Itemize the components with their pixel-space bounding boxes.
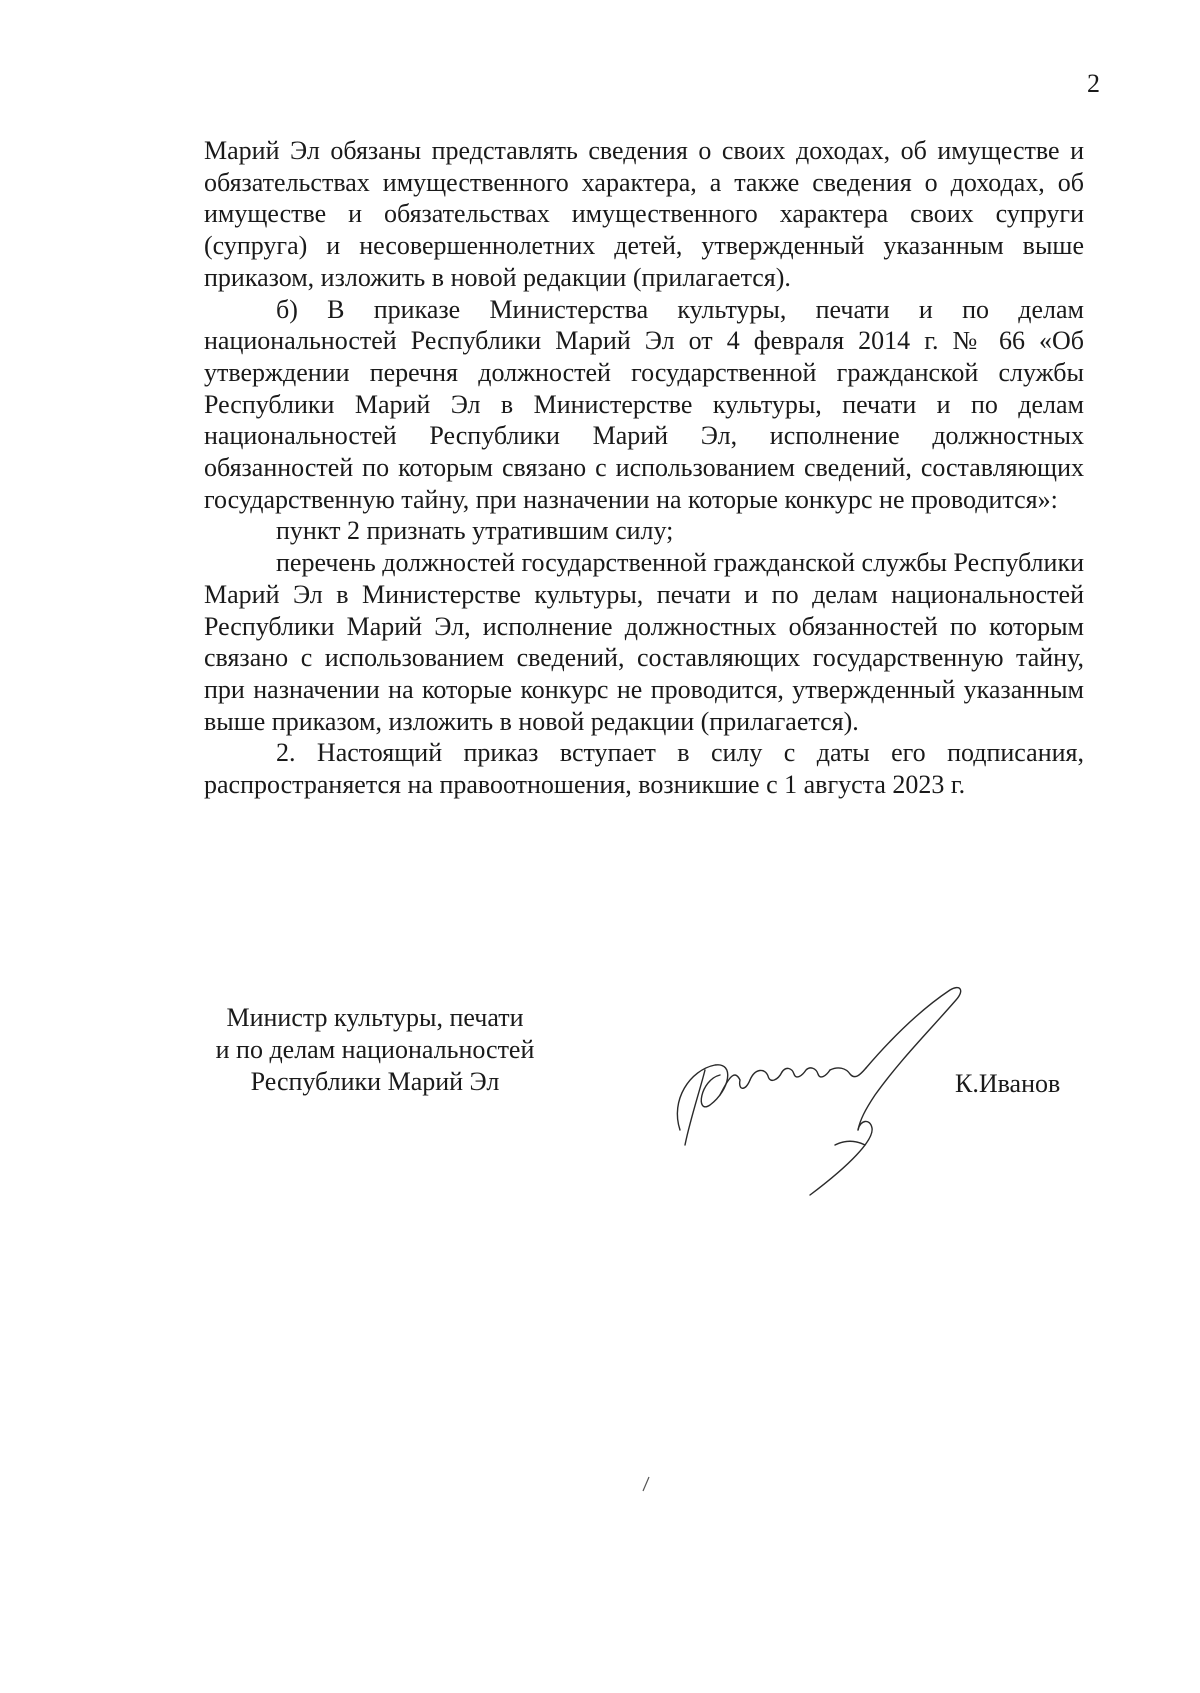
- paragraph-list-new-edition: перечень должностей государственной гражданской службы Республики Марий Эл в Министерстве культуры, печати и по делам национальностей Республики Марий Эл, исполнение должностных обязанностей по которым связано с использованием сведений, составляющих государственную тайну, при назначении на которые конкурс не проводится, утвержденный указанным выше приказом, изложить в новой редакции (прилагается).: [204, 548, 1084, 736]
- paragraph-effective-date: 2. Настоящий приказ вступает в силу с даты его подписания, распространяется на правоотношения, возникшие с 1 августа 2023 г.: [204, 738, 1084, 800]
- signatory-position-line: Республики Марий Эл: [250, 1067, 500, 1096]
- paragraph-continuation: Марий Эл обязаны представлять сведения о своих доходах, об имуществе и обязательствах имущественного характера, а также сведения о доходах, об имуществе и обязательствах имущественного характера своих супруги (супруга) и несовершеннолетних детей, утвержденный указанным выше приказом, изложить в новой редакции (прилагается).: [204, 136, 1084, 292]
- paragraph-item-b: б) В приказе Министерства культуры, печати и по делам национальностей Республики Марий Эл от 4 февраля 2014 г. № 66 «Об утверждении перечня должностей государственной гражданской службы Республики Марий Эл в Министерстве культуры, печати и по делам национальностей Республики Марий Эл, исполнение должностных обязанностей по которым связано с использованием сведений, составляющих государственную тайну, при назначении на которые конкурс не проводится»:: [204, 294, 1084, 514]
- paragraph-item-point-2: пункт 2 признать утратившим силу;: [276, 516, 674, 546]
- signatory-position-line: и по делам национальностей: [215, 1035, 535, 1064]
- scan-artifact-mark: [640, 1475, 652, 1493]
- signatory-name: К.Иванов: [955, 1069, 1061, 1098]
- signatory-position-line: Министр культуры, печати: [226, 1003, 524, 1032]
- signatory-position: [195, 1002, 555, 1098]
- page-number: 2: [1087, 69, 1100, 98]
- document-body: [204, 135, 1084, 801]
